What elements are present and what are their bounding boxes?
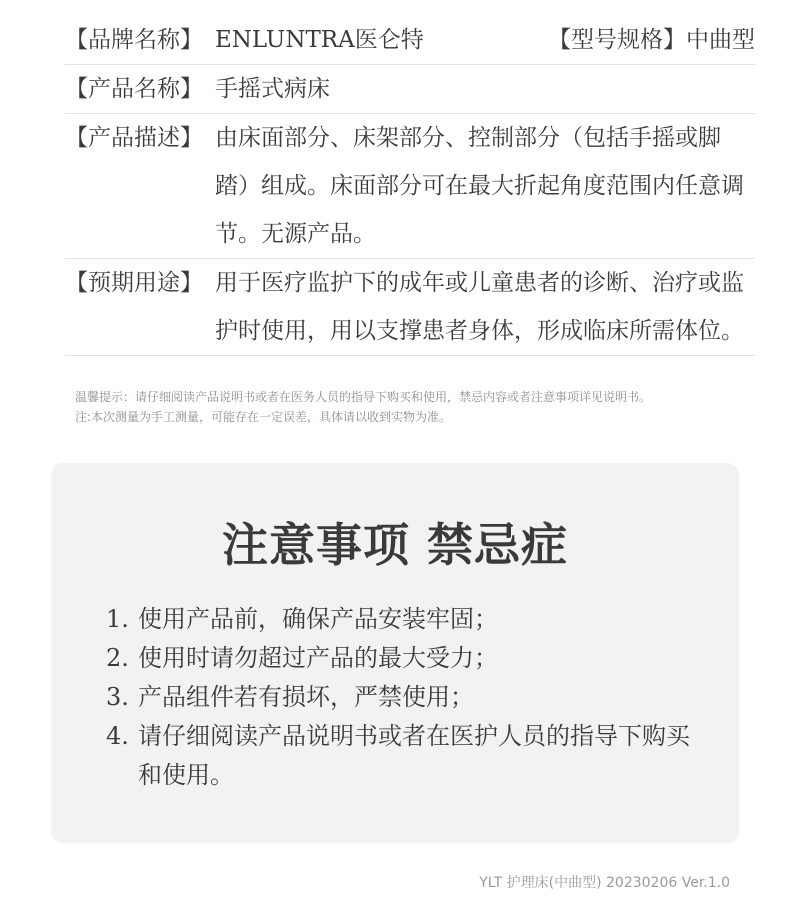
model-label: 【型号规格】 (548, 27, 686, 53)
list-item (106, 600, 706, 639)
product-spec-table (65, 16, 755, 356)
list-item-number: 4. (106, 722, 129, 750)
list-item-number: 2. (106, 644, 129, 672)
list-item-text: 使用时请勿超过产品的最大受力； (138, 644, 498, 672)
list-item-text: 产品组件若有损坏，严禁使用； (138, 683, 474, 711)
precautions-card (51, 463, 739, 843)
spec-row-description (65, 114, 755, 259)
description-value: 由床面部分、床架部分、控制部分（包括手摇或脚踏）组成。床面部分可在最大折起角度范围内任意调节。无源产品。 (215, 125, 744, 247)
list-item (106, 639, 706, 678)
list-item (106, 678, 706, 717)
brand-value: ENLUNTRA医仑特 (215, 27, 424, 53)
note-tip: 温馨提示：请仔细阅读产品说明书或者在医务人员的指导下购买和使用，禁忌内容或者注意事项详见说明书。 (75, 390, 652, 404)
list-item-number: 3. (106, 683, 129, 711)
list-item-number: 1. (106, 605, 129, 633)
spec-row-usage (65, 259, 755, 356)
product-value: 手摇式病床 (215, 76, 330, 102)
model-value: 中曲型 (686, 27, 755, 53)
notes (75, 387, 755, 427)
note-measurement: 注:本次测量为手工测量，可能存在一定误差，具体请以收到实物为准。 (75, 410, 452, 424)
footer-version: YLT 护理床(中曲型) 20230206 Ver.1.0 (479, 875, 730, 891)
list-item-text: 使用产品前，确保产品安装牢固； (138, 605, 498, 633)
spec-row-brand (65, 16, 755, 65)
usage-value: 用于医疗监护下的成年或儿童患者的诊断、治疗或监护时使用，用以支撑患者身体，形成临床所需体位。 (215, 270, 744, 344)
list-item-text: 请仔细阅读产品说明书或者在医护人员的指导下购买和使用。 (138, 722, 690, 789)
precautions-title: 注意事项 禁忌症 (221, 518, 568, 572)
description-label: 【产品描述】 (65, 125, 203, 151)
product-label: 【产品名称】 (65, 76, 203, 102)
spec-row-product (65, 65, 755, 114)
precautions-list (106, 600, 706, 795)
brand-label: 【品牌名称】 (65, 27, 203, 53)
usage-label: 【预期用途】 (65, 270, 203, 296)
list-item (106, 717, 706, 795)
